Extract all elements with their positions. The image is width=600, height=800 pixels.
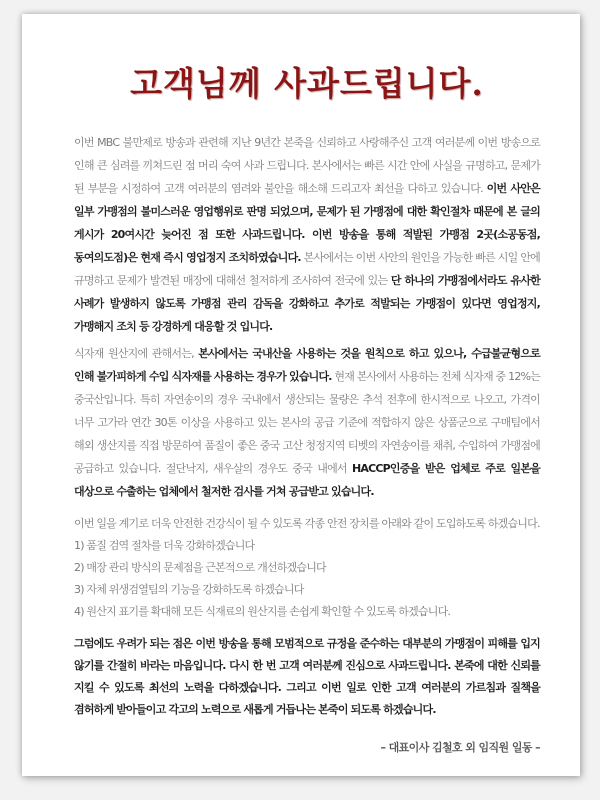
list-item: 4) 원산지 표기를 확대해 모든 식재료의 원산지를 손쉽게 확인할 수 있도록 하겠습니다. [74,605,451,618]
text-segment-bold: 본사에서는 국내산을 사용하는 것을 원칙으로 하고 있으나, 수급불균형으로 인해 불가피하게 수입 식자재를 사용하는 경우가 있습니다. [74,347,540,383]
text-segment: 이번 MBC 불만제로 방송과 관련해 지난 9년간 본죽을 신뢰하고 사랑해주신 고객 여러분께 이번 방송으로 인해 큰 심려를 끼쳐드린 점 머리 숙여 사과 드립니다. 본사에서는 빠른 시간 안에 사실을 규명하고, 문제가 된 부분을 시정하여 고객 여러분의 염려와 불안을 해소해 드리고자 최선을 다하고 있습니다. [74,136,540,195]
text-segment-bold: 단 하나의 가맹점에서라도 유사한 사례가 발생하지 않도록 가맹점 관리 감독을 강화하고 추가로 적발되는 가맹점이 있다면 영업정지, 가맹해지 조치 등 강경하게 대응할 것 입니다. [74,274,540,333]
text-segment-bold: HACCP인증을 받은 업체로 주로 일본을 대상으로 수출하는 업체에서 철저한 검사를 거쳐 공급받고 있습니다. [74,462,540,498]
signature: – 대표이사 김철호 외 임직원 일동 – [380,741,540,754]
text-segment-bold: 이번 사안은 일부 가맹점의 불미스러운 영업행위로 판명 되었으며, 문제가 된 가맹점에 대한 확인절차 때문에 본 글의 게시가 20여시간 늦어진 점 또한 사과드립니다. 이번 방송을 통해 적발된 가맹점 2곳(소공동점, 동여의도점)은 현재 즉시 영업정지 조치하였습니다. [74,182,540,264]
page-title: 고객님께 사과드립니다. [130,64,484,103]
list-item: 1) 품질 검역 절차를 더욱 강화하겠습니다 [74,539,255,552]
paragraph-closing: 그럼에도 우려가 되는 점은 이번 방송을 통해 모범적으로 규정을 준수하는 대부분의 가맹점이 피해를 입지 않기를 간절히 바라는 마음입니다. 다시 한 번 고객 여러분께 진심으로 사과드립니다. 본죽에 대한 신뢰를 지킬 수 있도록 최선의 노력을 다하겠습니다. 그리고 이번 일로 인한 고객 여러분의 가르침과 질책을 겸허하게 받아들이고 각고의 노력으로 새롭게 거듭나는 본죽이 되도록 하겠습니다. [74,637,540,716]
safety-measures-list [74,535,540,623]
paragraph-broadcast-apology [74,131,540,338]
paragraph-origin-info [74,342,540,503]
paragraph-safety-intro: 이번 일을 계기로 더욱 안전한 건강식이 될 수 있도록 각종 안전 장치를 아래와 같이 도입하도록 하겠습니다. [74,517,540,530]
list-item: 3) 자체 위생검열팀의 기능을 강화하도록 하겠습니다 [74,583,304,596]
list-item: 2) 매장 관리 방식의 문제점을 근본적으로 개선하겠습니다 [74,561,326,574]
text-segment: 현재 본사에서 사용하는 전체 식자재 중 12%는 중국산입니다. 특히 자연송이의 경우 국내에서 생산되는 물량은 추석 전후에 한시적으로 나오고, 가격이 너무 고가라 연간 30톤 이상을 사용하고 있는 본사의 공급 기준에 적합하지 않은 상품군으로 구매팀에서 해외 생산지를 직접 방문하여 품질이 좋은 중국 고산 청정지역 티벳의 자연송이를 채취, 수입하여 가맹점에 공급하고 있습니다. 절단낙지, 새우살의 경우도 중국 내에서 [74,370,540,475]
spacer [74,503,540,513]
text-segment: 식자재 원산지에 관해서는, [74,347,199,360]
text-segment: 본사에서는 이번 사안의 원인을 가능한 빠른 시일 안에 규명하고 문제가 발견된 매장에 대해선 철저하게 조사하여 전국에 있는 [74,251,540,287]
apology-letter [22,14,580,776]
